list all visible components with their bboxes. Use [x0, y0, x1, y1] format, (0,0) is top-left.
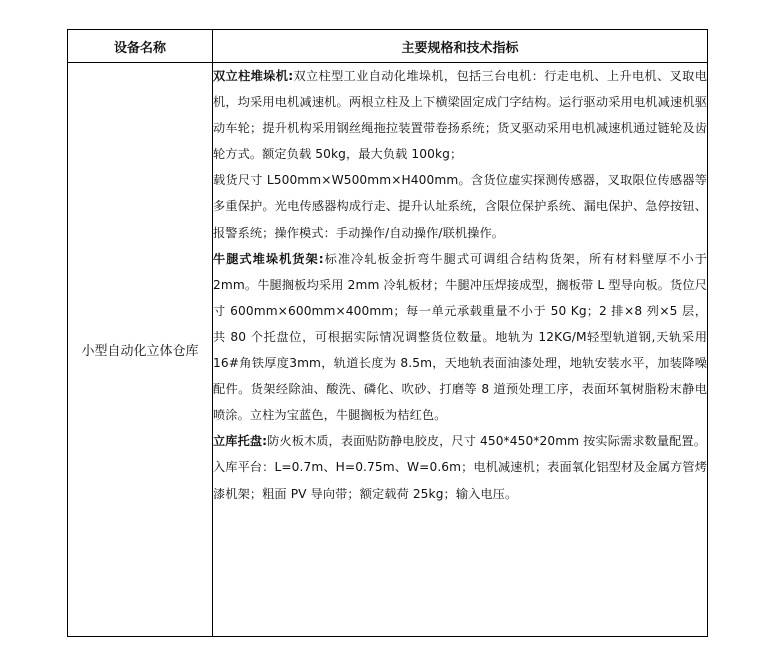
spec-block-title: 双立柱堆垛机:: [213, 69, 294, 83]
spec-text: 双立柱型工业自动化堆垛机，包括三台电机：行走电机、上升电机、叉取电机，均采用电机减速机。两根立柱及上下横梁固定成门字结构。运行驱动采用电机减速机驱动车轮；提升机构采用钢丝绳拖拉装置带卷扬系统；货叉驱动采用电机减速机通过链轮及齿轮方式。额定负载 50kg，最大负载 100kg；: [213, 69, 707, 162]
spec-paragraph: [213, 63, 707, 167]
table-row: [68, 63, 708, 637]
spec-block-title: 立库托盘:: [213, 434, 268, 449]
header-equipment-name: 设备名称: [68, 30, 213, 63]
spec-text: 标准冷轧板金折弯牛腿式可调组合结构货架，所有材料壁厚不小于 2mm。牛腿搁板均采用 2mm 冷轧板材；牛腿冲压焊接成型，搁板带 L 型导向板。货位尺寸 600mm×600mm×400mm；每一单元承载重量不小于 50 Kg；2 排×8 列×5 层，共 80 个托盘位，可根据实际情况调整货位数量。地轨为 12KG/M轻型轨道钢,天轨采用16#角铁厚度3mm，轨道长度为 8.5m，天地轨表面油漆处理，地轨安装水平，加装降噪配件。货架经除油、酸洗、磷化、吹砂、打磨等 8 道预处理工序，表面环氧树脂粉末静电喷涂。立柱为宝蓝色，牛腿搁板为桔红色。: [213, 251, 707, 423]
spec-paragraph: 入库平台：L=0.7m、H=0.75m、W=0.6m；电机减速机；表面氧化铝型材及金属方管烤漆机架；粗面 PV 导向带；额定载荷 25kg；输入电压。: [213, 460, 707, 501]
spec-block-shelving: [213, 246, 707, 429]
spec-paragraph: [213, 428, 707, 454]
spec-paragraph: 载货尺寸 L500mm×W500mm×H400mm。含货位虚实探测传感器，叉取限位传感器等多重保护。光电传感器构成行走、提升认址系统，含限位保护系统、漏电保护、急停按钮、报警系统；操作模式：手动操作/自动操作/联机操作。: [213, 173, 707, 240]
spec-text: 防火板木质，表面贴防静电胶皮，尺寸 450*450*20mm 按实际需求数量配置。: [267, 434, 706, 449]
header-row: [68, 30, 708, 63]
spec-block-title: 牛腿式堆垛机货架:: [213, 251, 324, 266]
equipment-name-cell: 小型自动化立体仓库: [68, 63, 213, 637]
header-specifications: 主要规格和技术指标: [213, 30, 708, 63]
spec-block-stacker-crane: [213, 63, 707, 246]
spec-table: [67, 29, 708, 637]
specification-cell: [213, 63, 708, 637]
spec-block-pallet: [213, 428, 707, 506]
spec-paragraph: [213, 246, 707, 429]
